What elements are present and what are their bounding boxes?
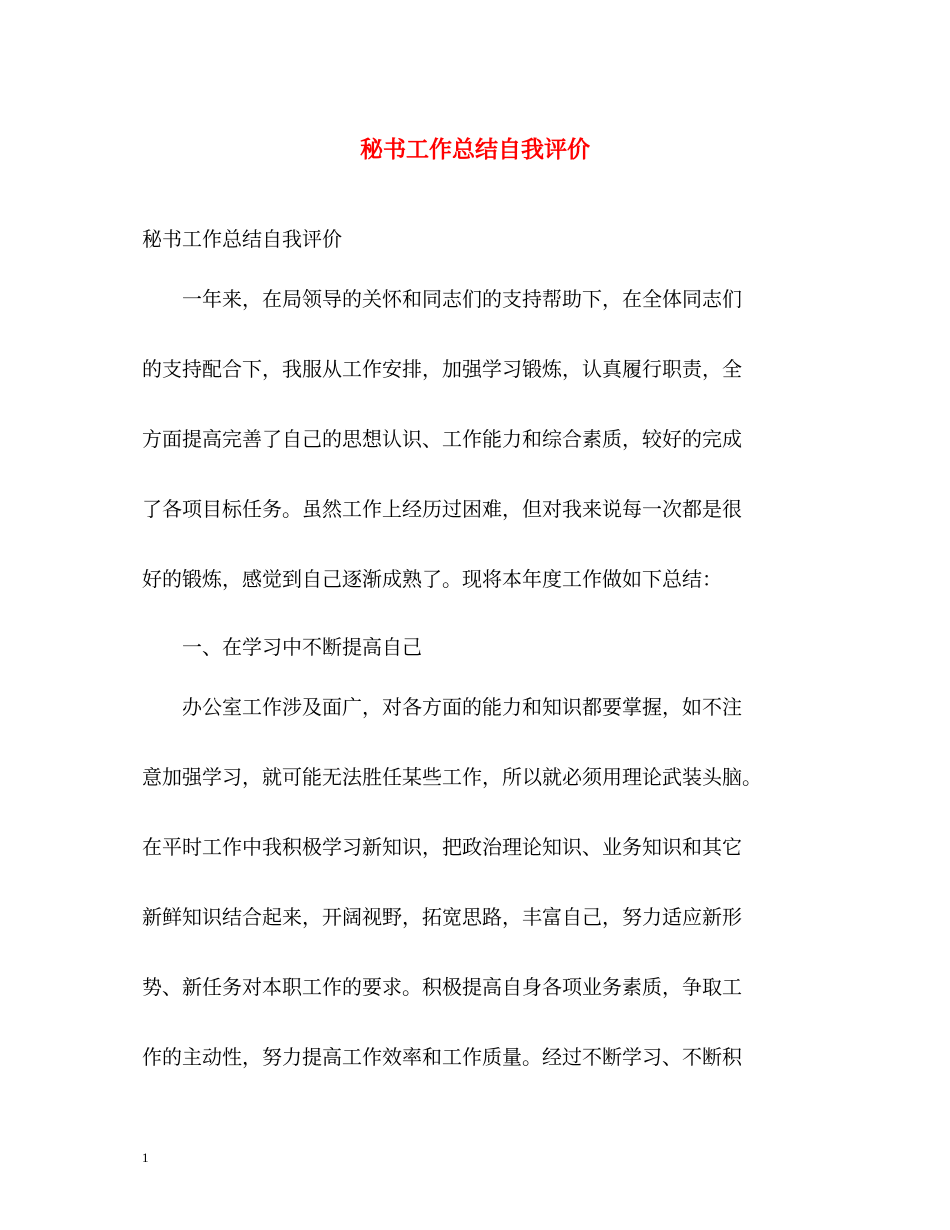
paragraph-line: 新鲜知识结合起来，开阔视野，拓宽思路，丰富自己，努力适应新形 — [142, 905, 742, 929]
section-heading: 一、在学习中不断提高自己 — [182, 635, 422, 659]
paragraph-line: 意加强学习，就可能无法胜任某些工作，所以就必须用理论武装头脑。 — [142, 765, 762, 789]
page-number: 1 — [142, 1150, 149, 1165]
paragraph-line: 办公室工作涉及面广，对各方面的能力和知识都要掌握，如不注 — [182, 695, 742, 719]
document-title: 秘书工作总结自我评价 — [360, 136, 590, 163]
paragraph-line: 了各项目标任务。虽然工作上经历过困难，但对我来说每一次都是很 — [142, 497, 742, 521]
paragraph-line: 在平时工作中我积极学习新知识，把政治理论知识、业务知识和其它 — [142, 835, 742, 859]
paragraph-line: 的支持配合下，我服从工作安排，加强学习锻炼，认真履行职责，全 — [142, 357, 742, 381]
paragraph-line: 作的主动性，努力提高工作效率和工作质量。经过不断学习、不断积 — [142, 1045, 742, 1069]
paragraph-line: 一年来，在局领导的关怀和同志们的支持帮助下，在全体同志们 — [182, 287, 742, 311]
paragraph-line: 方面提高完善了自己的思想认识、工作能力和综合素质，较好的完成 — [142, 427, 742, 451]
paragraph-line: 好的锻炼，感觉到自己逐渐成熟了。现将本年度工作做如下总结： — [142, 567, 722, 591]
paragraph-line: 势、新任务对本职工作的要求。积极提高自身各项业务素质，争取工 — [142, 975, 742, 999]
subtitle-line: 秘书工作总结自我评价 — [142, 227, 342, 251]
